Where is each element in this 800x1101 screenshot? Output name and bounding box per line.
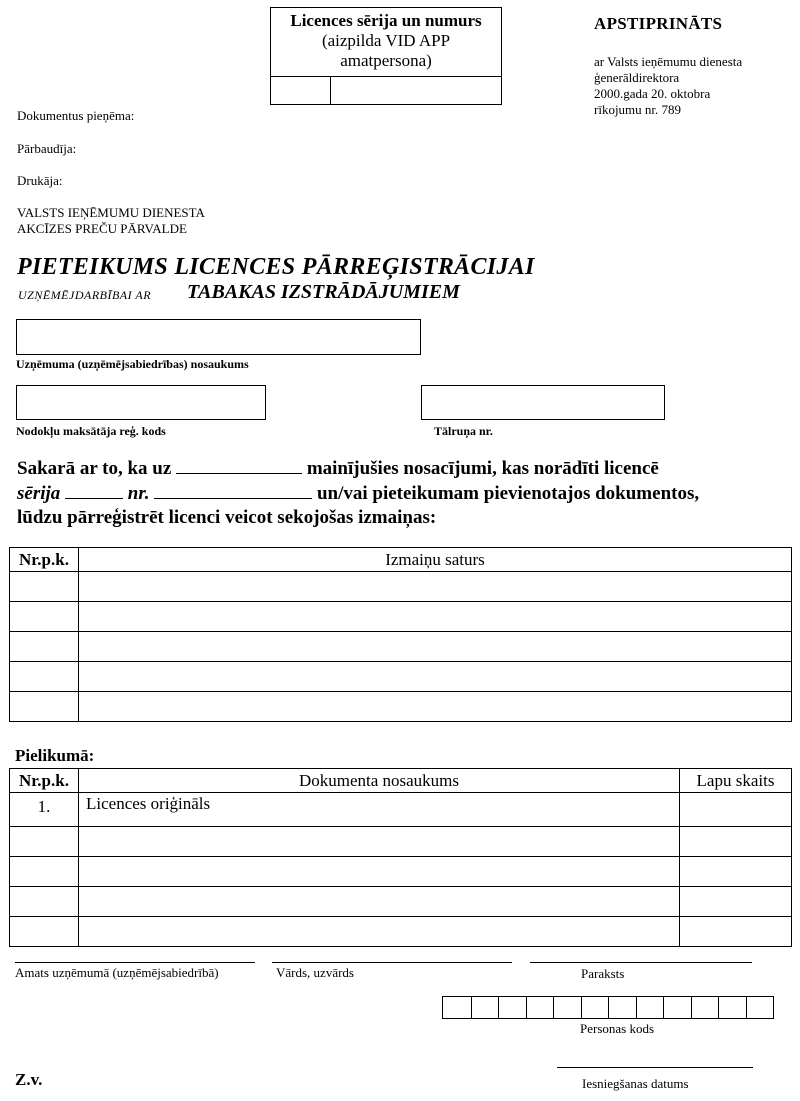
stamp-place-label: Z.v. [15, 1070, 43, 1089]
personal-code-label: Personas kods [580, 1021, 655, 1036]
name-line[interactable] [272, 962, 512, 963]
table-row[interactable] [10, 887, 792, 917]
approved-line: ar Valsts ieņēmumu dienesta [594, 54, 743, 69]
form-subtitle: TABAKAS IZSTRĀDĀJUMIEM [187, 281, 460, 303]
col-content-header: Izmaiņu saturs [79, 548, 792, 572]
table-row[interactable] [10, 572, 792, 602]
table-header-row [10, 769, 792, 793]
table-header-row [10, 548, 792, 572]
signature-line[interactable] [530, 962, 752, 963]
licence-box-note-1: (aizpilda VID APP [321, 31, 451, 50]
licence-number-box [270, 7, 502, 105]
table-row[interactable] [10, 692, 792, 722]
licence-box-note-2: amatpersona) [340, 51, 432, 70]
form-subtitle-small: UZŅĒMĒJDARBĪBAI AR [18, 288, 152, 302]
company-name-label: Uzņēmuma (uzņēmējsabiedrības) nosaukums [16, 357, 249, 371]
series-blank[interactable] [65, 480, 123, 499]
accepted-by-label: Dokumentus pieņēma: [17, 108, 135, 123]
changes-table [9, 547, 792, 722]
col-name-header: Dokumenta nosaukums [79, 769, 680, 793]
approved-title: APSTIPRINĀTS [594, 14, 723, 33]
table-row[interactable] [10, 632, 792, 662]
col-no-header: Nr.p.k. [10, 548, 79, 572]
approved-line: 2000.gada 20. oktobra [594, 86, 711, 101]
approved-text [594, 54, 794, 118]
table-row[interactable] [10, 793, 792, 827]
name-label: Vārds, uzvārds [276, 965, 354, 980]
statement-text: Sakarā ar to, ka uz [17, 458, 172, 479]
statement-line-1 [17, 455, 659, 481]
approved-line: ģenerāldirektora [594, 70, 680, 85]
col-no-header: Nr.p.k. [10, 769, 79, 793]
row-document-name: Licences oriģināls [79, 793, 680, 827]
table-row[interactable] [10, 827, 792, 857]
phone-label: Tālruņa nr. [434, 424, 493, 438]
date-line[interactable] [557, 1067, 753, 1068]
checked-by-label: Pārbaudīja: [17, 141, 77, 156]
statement-text: mainījušies nosacījumi, kas norādīti licencē [306, 458, 659, 479]
company-name-field[interactable] [16, 319, 421, 355]
printed-by-label: Drukāja: [17, 173, 63, 188]
table-row[interactable] [10, 662, 792, 692]
number-blank[interactable] [154, 480, 312, 499]
table-row[interactable] [10, 857, 792, 887]
authority-line-2: AKCĪZES PREČU PĀRVALDE [17, 221, 187, 236]
date-blank[interactable] [176, 455, 302, 474]
authority-line-1: VALSTS IEŅĒMUMU DIENESTA [17, 205, 205, 220]
statement-line-2 [17, 480, 699, 506]
table-row[interactable] [10, 602, 792, 632]
series-label: sērija [17, 483, 61, 504]
licence-box-title: Licences sērija un numurs [290, 11, 482, 30]
col-pages-header: Lapu skaits [680, 769, 792, 793]
attachments-table [9, 768, 792, 947]
nr-label: nr. [127, 483, 150, 504]
licence-number-cells[interactable] [271, 76, 501, 104]
row-no: 1. [10, 793, 79, 827]
position-label: Amats uzņēmumā (uzņēmējsabiedrībā) [15, 965, 219, 980]
phone-field[interactable] [421, 385, 665, 420]
signature-label: Paraksts [581, 966, 625, 981]
attachments-heading: Pielikumā: [15, 746, 95, 765]
submission-date-label: Iesniegšanas datums [582, 1076, 689, 1091]
statement-line-3: lūdzu pārreģistrēt licenci veicot sekojošas izmaiņas: [17, 507, 437, 528]
tax-code-field[interactable] [16, 385, 266, 420]
statement-text: un/vai pieteikumam pievienotajos dokumentos, [316, 483, 700, 504]
approved-line: rīkojumu nr. 789 [594, 102, 682, 117]
tax-code-label: Nodokļu maksātāja reģ. kods [16, 424, 166, 438]
position-line[interactable] [15, 962, 255, 963]
table-row[interactable] [10, 917, 792, 947]
form-title: PIETEIKUMS LICENCES PĀRREĢISTRĀCIJAI [17, 254, 535, 280]
personal-code-cells[interactable] [442, 996, 774, 1019]
